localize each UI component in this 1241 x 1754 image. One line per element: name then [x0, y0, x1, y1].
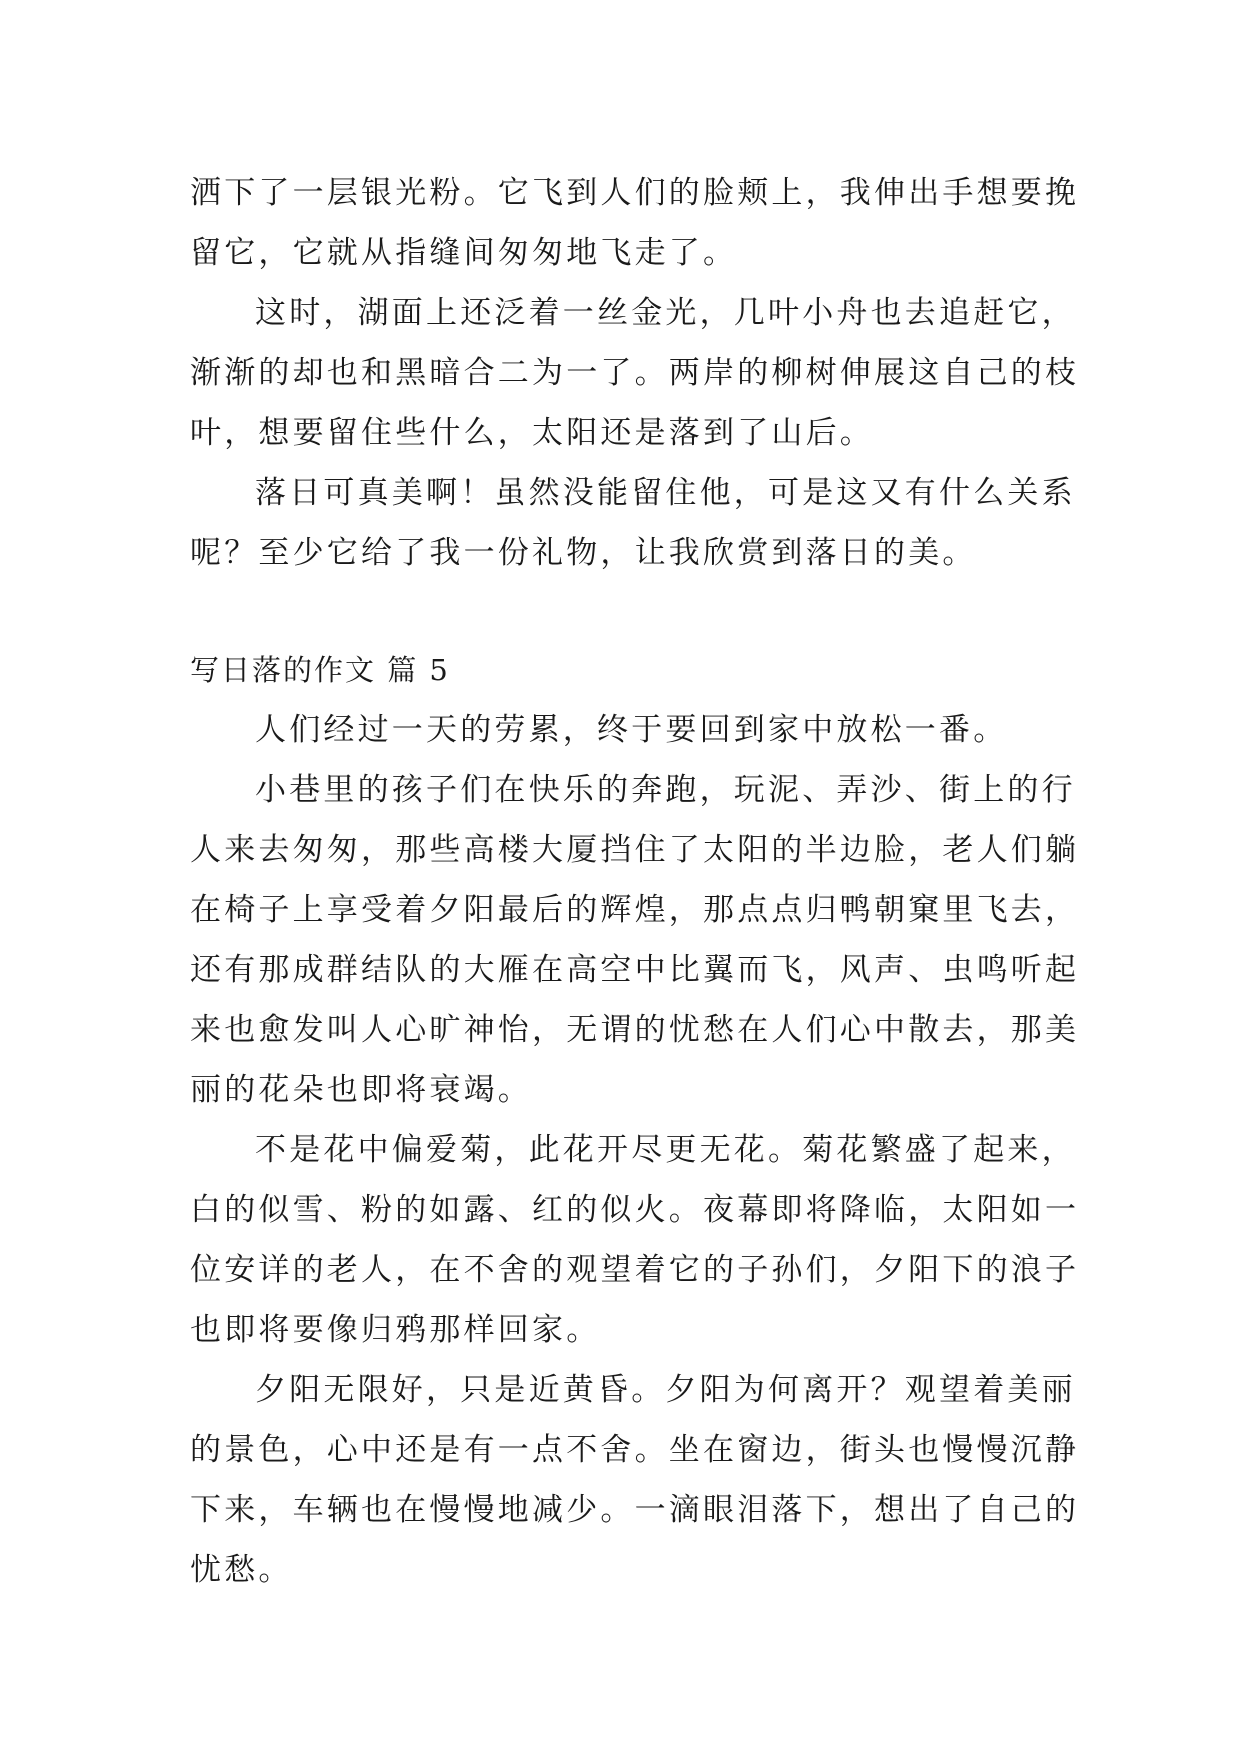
text-line: 位安详的老人，在不舍的观望着它的子孙们，夕阳下的浪子 — [190, 1252, 1080, 1288]
section-spacer — [190, 583, 1070, 640]
essay-body — [190, 163, 1080, 1600]
paragraph — [190, 760, 1080, 1120]
text-line: 叶，想要留住些什么，太阳还是落到了山后。 — [190, 415, 874, 451]
section-heading: 写日落的作文 篇 5 — [190, 653, 450, 687]
text-line: 还有那成群结队的大雁在高空中比翼而飞，风声、虫鸣听起 — [190, 952, 1080, 988]
paragraph — [190, 163, 1080, 283]
paragraph — [190, 283, 1080, 463]
text-line: 在椅子上享受着夕阳最后的辉煌，那点点归鸭朝窠里飞去， — [190, 892, 1080, 928]
text-line: 丽的花朵也即将衰竭。 — [190, 1072, 532, 1108]
text-line: 不是花中偏爱菊，此花开尽更无花。菊花繁盛了起来， — [255, 1132, 1076, 1168]
text-line: 忧愁。 — [190, 1552, 293, 1588]
paragraph — [190, 1360, 1080, 1600]
text-line: 夕阳无限好，只是近黄昏。夕阳为何离开？观望着美丽 — [255, 1372, 1076, 1408]
text-line: 呢？至少它给了我一份礼物，让我欣赏到落日的美。 — [190, 535, 977, 571]
text-line: 人们经过一天的劳累，终于要回到家中放松一番。 — [255, 712, 1008, 748]
paragraph — [190, 463, 1076, 583]
text-line: 的景色，心中还是有一点不舍。坐在窗边，街头也慢慢沉静 — [190, 1432, 1080, 1468]
text-line: 小巷里的孩子们在快乐的奔跑，玩泥、弄沙、街上的行 — [255, 772, 1076, 808]
text-line: 来也愈发叫人心旷神怡，无谓的忧愁在人们心中散去，那美 — [190, 1012, 1080, 1048]
text-line: 渐渐的却也和黑暗合二为一了。两岸的柳树伸展这自己的枝 — [190, 355, 1080, 391]
text-line: 人来去匆匆，那些高楼大厦挡住了太阳的半边脸，老人们躺 — [190, 832, 1080, 868]
paragraph — [190, 1120, 1080, 1360]
text-line: 留它，它就从指缝间匆匆地飞走了。 — [190, 235, 738, 271]
text-line: 下来，车辆也在慢慢地减少。一滴眼泪落下，想出了自己的 — [190, 1492, 1080, 1528]
text-line: 白的似雪、粉的如露、红的似火。夜幕即将降临，太阳如一 — [190, 1192, 1080, 1228]
text-line: 落日可真美啊！虽然没能留住他，可是这又有什么关系 — [255, 475, 1076, 511]
text-line: 也即将要像归鸦那样回家。 — [190, 1312, 601, 1348]
paragraph — [190, 700, 1070, 760]
text-line: 这时，湖面上还泛着一丝金光，几叶小舟也去追赶它， — [255, 295, 1076, 331]
text-line: 洒下了一层银光粉。它飞到人们的脸颊上，我伸出手想要挽 — [190, 175, 1080, 211]
